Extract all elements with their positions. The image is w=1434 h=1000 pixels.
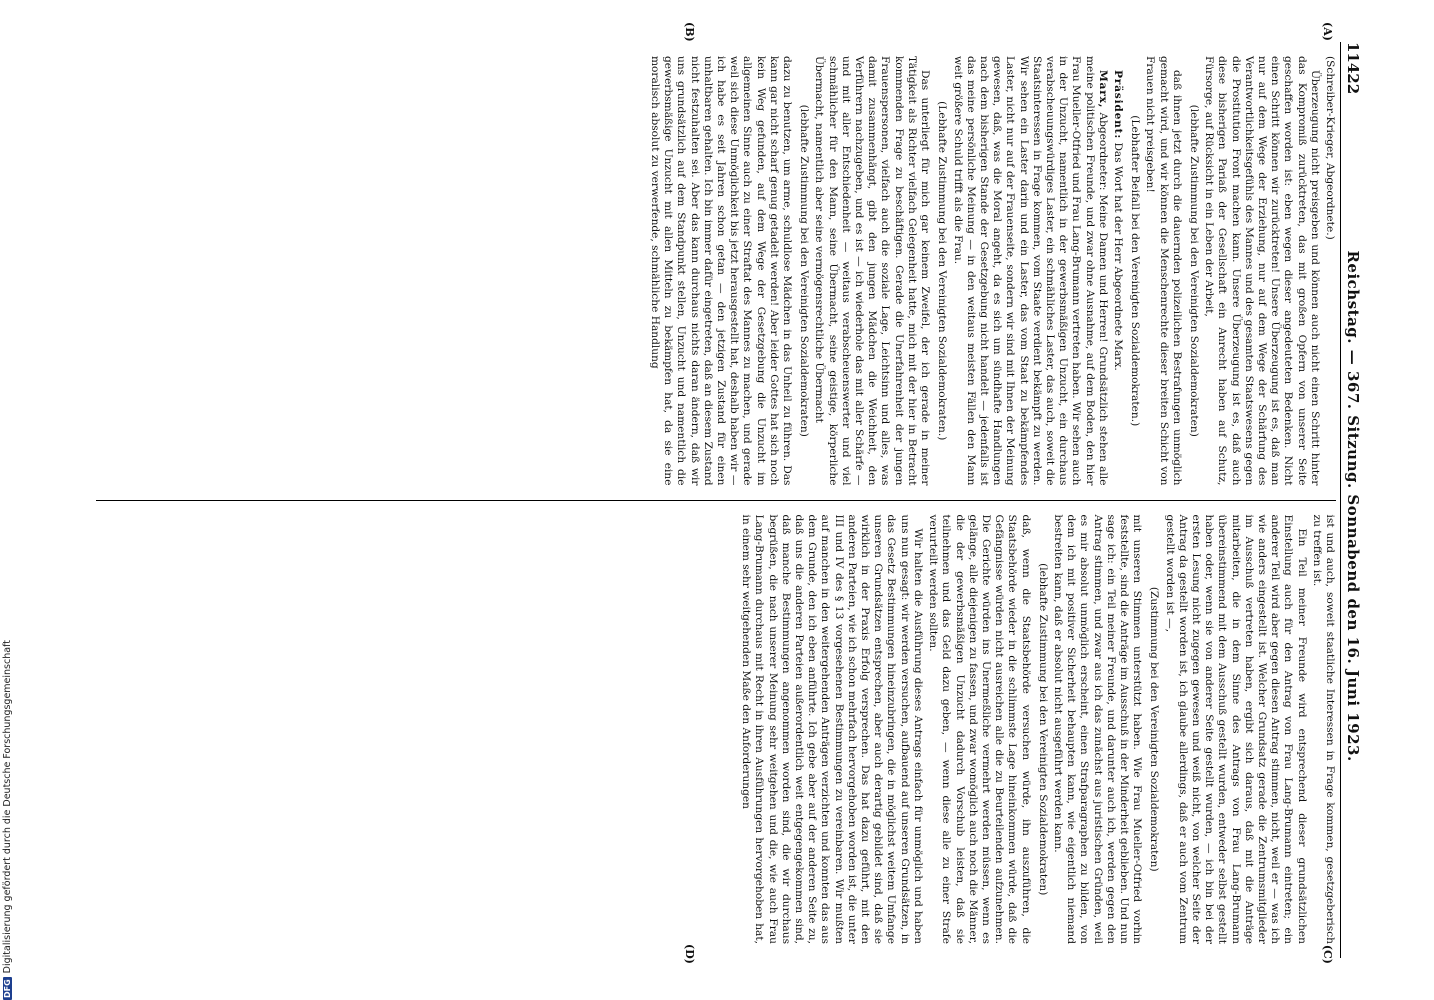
marker-d: (D) — [683, 944, 696, 964]
left-column — [96, 22, 1336, 500]
speaker-name: Präsident: — [1111, 70, 1124, 140]
page-title: Reichstag. — 367. Sitzung. Sonnabend den 16. Juni 1923. — [1344, 250, 1362, 762]
funding-notice — [2, 640, 13, 1000]
reaction-note: (Lebhafte Zustimmung bei den Vereinigten Sozialdemokraten.) — [936, 101, 949, 441]
text-paragraph: Wir halten die Ausführung dieses Antrags einfach für unmöglich und haben uns nun gesagt: wir werden versuchen, aufbauend auf unseren Grundsätzen, in das Gesetz Bestimmungen hineinzubringen, die in möglichst weitem Umfange unseren Grundsätzen entsprechen, aber auch derartig gebildet sind, daß sie wirklich in der Praxis Erfolg versprechen. Das hat dazu geführt, mit den anderen Parteien, wie ich schon mehrfach hervorgehoben worden ist, die unter III und IV des § 13 vorgesehenen Bestimmungen zu vereinbaren. Wir mußten auf manchen in den weitergehenden Anträgen verzichten und konnten das aus dem Grunde, den ich eben anführte. Ich gebe aber auf der anderen Seite zu, daß uns die anderen Parteien außerordentlich weit entgegengekommen sind, daß manche Bestimmungen angenommen worden sind, die wir durchaus begrüßen, die nach unserer Meinung sehr weitgehen und die, wie auch Frau Lang-Brumann durchaus mit Recht in ihren Ausführungen hervorgehoben hat, in einem sehr weitgehenden Maße den Anforderungen — [740, 514, 924, 944]
columns — [96, 22, 1336, 964]
speech-text: Das Wort hat der Herr Abgeordnete Marx. — [1111, 142, 1124, 371]
sidebar — [0, 0, 18, 1000]
speech-text: Abgeordneter: Meine Damen und Herren! Grundsätzlich stehen alle meine politischen Freunde, und zwar ohne Ausnahme, auf dem Boden, den hier Frau Mueller-Otfried und Frau Lang-Brumann vertreten haben. Wir sehen auch in der Unzucht, namentlich in der gewerbsmäßigen Unzucht, ein durchaus verabscheuungswürdiges Laster, ein schmähliches Laster, das auch, soweit die Staatsinteressen in Frage kommen, vom Staate verdient bekämpft zu werden. Wir sehen ein Laster darin und ein Laster, das vom Staat zu bekämpfendes Laster, nicht nur auf der Frauenseite, sondern wir sind mit Ihnen der Meinung gewesen, daß, was die Moral angeht, da es sich um sündhafte Handlungen nach dem bisherigen Stande der Gesetzgebung nicht handelt — jedenfalls ist das meine persönliche Meinung — in den weitaus meisten Fällen den Mann weit größere Schuld trifft als die Frau. — [951, 56, 1109, 486]
document-page — [60, 20, 1380, 980]
reaction-note: (Lebhafter Beifall bei den Vereinigten Sozialdemokraten.) — [1129, 115, 1142, 427]
reaction-note: (Zustimmung bei den Vereinigten Sozialdemokraten) — [1148, 586, 1161, 872]
page-number: 11422 — [1344, 42, 1362, 95]
marker-a: (A) — [1321, 22, 1334, 41]
page-header — [1340, 42, 1362, 958]
speech-paragraph — [1111, 56, 1124, 486]
marker-c: (C) — [1321, 944, 1334, 964]
reaction-note: (lebhafte Zustimmung bei den Vereinigten Sozialdemokraten) — [1187, 104, 1200, 437]
funding-notice-text: Digitalisierung gefördert durch die Deutsche Forschungsgemeinschaft — [2, 640, 13, 974]
text-paragraph: (Schreiber-Krieger, Abgeordnete.) — [1324, 56, 1336, 240]
reaction-note: (lebhafte Zustimmung bei den Vereinigten Sozialdemokraten) — [798, 104, 811, 437]
marker-b: (B) — [683, 22, 696, 42]
text-paragraph: ist und auch, soweit staatliche Interessen in Frage kommen, gesetzgeberisch zu treffen ist. — [1310, 514, 1336, 944]
text-paragraph: daß ihnen jetzt durch die dauernden polizeilichen Bestrafungen unmöglich gemacht wird, und wir können die Menschenrechte dieser breiten Schicht von Frauen nicht preisgeben! — [1144, 56, 1183, 486]
text-paragraph: Das unterliegt für mich gar keinem Zweifel, der ich gerade in meiner Tätigkeit als Richter vielfach Gelegenheit hatte, mich mit der hier in Betracht kommenden Frage zu beschäftigen. Gerade die Unerfahrenheit der jungen Frauenspersonen, vielfach auch die soziale Lage, Leichtsinn und alles, was damit zusammenhängt, gibt den jungen Mädchen die Weichheit, den Verführern nachzugeben, und es ist — ich wiederhole das mit aller Schärfe — und mit aller Entschiedenheit — weitaus verabscheuenswerter und viel schmählicher für den Mann, seine Übermacht, seine geistige, körperliche Übermacht, namentlich aber seine vermögensrechtliche Übermacht — [813, 56, 932, 486]
right-column — [96, 500, 1336, 964]
text-paragraph: mit unseren Stimmen unterstützt haben. Wie Frau Mueller-Otfried vorhin feststellte, sind die Anträge im Ausschuß in der Minderheit geblieben. Und nun sage ich: ein Teil meiner Freunde, und darunter auch ich, werden gegen den Antrag stimmen, und zwar aus ich das zunächst aus juristischen Gründen, weil es mir absolut unmöglich erscheint, einen Strafparagraphen zu bilden, von dem ich mit positiver Sicherheit behaupten kann, wie eigentlich niemand bestreiten kann, daß er absolut nicht ausgeführt werden kann. — [1051, 514, 1144, 944]
dfg-logo: DFG — [3, 979, 12, 998]
speaker-name: Marx, — [1096, 70, 1109, 109]
text-paragraph: daß, wenn die Staatsbehörde versuchen würde, ihn auszuführen, die Staatsbehörde wieder in die schlimmste Lage hineinkommen würde, daß die Gefängnisse würden nicht ausreichen alle die zu Beurteilenden aufzunehmen. Die Gerichte würden ins Unermeßliche vermehrt werden müssen, wenn es gelänge, alle diejenigen zu fassen, und zwar womöglich auch noch die Männer, die der gewerbsmäßigen Unzucht dadurch Vorschub leisten, daß sie teilnehmen und das Geld dazu geben, — wenn diese alle zu einer Strafe verurteilt werden sollten. — [927, 514, 1032, 944]
text-paragraph: Ein Teil meiner Freunde wird entsprechend dieser grundsätzlichen Einstellung auch für den Antrag von Frau Lang-Brumann eintreten; ein anderer Teil wird aber gegen diesen Antrag stimmen, nicht, weil er — was ich wie anders eingestellt ist. Welcher Grundsatz gerade die Zentrumsmitglieder im Ausschuß vertreten haben, ergibt sich daraus, daß mit die Anträge mitarbeiten, die in dem Sinne des Antrags von Frau Lang-Brumann übereinstimmend mit dem Ausschuß gestellt wurden, entweder selbst gestellt haben oder, wenn sie von anderer Seite gestellt wurden, — ich bin bei der ersten Lesung nicht zugegen gewesen und weiß nicht, von welcher Seite der Antrag da gestellt worden ist, ich glaube allerdings, daß er auch vom Zentrum gestellt worden ist —, — [1163, 514, 1308, 944]
text-paragraph: dazu zu benutzen, um arme, schuldlose Mädchen in das Unheil zu führen. Das kann gar nicht scharf genug getadelt werden! Aber leider Gottes hat sich noch kein Weg gefunden, auf dem Wege der Gesetzgebung die Unzucht im allgemeinen Sinne auch zu einer Straftat des Mannes zu machen, und gerade weil sich diese Unmöglichkeit bis jetzt herausgestellt hat, deshalb haben wir — ich habe es seit Jahren schon getan — den jetzigen Zustand für einen unhaltbaren gehalten. Ich bin immer dafür eingetreten, daß an diesem Zustand nicht festzuhalten sei. Aber das kann durchaus nichts daran ändern, daß wir uns grundsätzlich auf dem Standpunkt stellen, Unzucht und namentlich die gewerbsmäßige Unzucht mit allen Mitteln zu bekämpfen hat, da sie eine moralisch absolut zu verwerfende, schmähliche Handlung — [649, 56, 794, 486]
reaction-note: (lebhafte Zustimmung bei den Vereinigten Sozialdemokraten) — [1036, 563, 1049, 896]
page-wrap — [20, 0, 1430, 1000]
speech-paragraph — [950, 56, 1108, 486]
text-paragraph: Überzeugung nicht preisgeben und können auch nicht einen Schritt hinter das Kompromiß zurücktreten, das mit großen Opfern von unserer Seite geschaffen worden ist: eben wegen dieser angedeuteten Bedenken. Nicht einen Schritt können wir zurücktreten! Unsere Überzeugung ist es, daß man nur auf dem Wege der Erziehung, nur auf dem Wege der Schärfung des Verantwortlichkeitsgefühls des Mannes und des gesamten Staatswesens gegen die Prostitution Front machen kann. Unsere Überzeugung ist es, daß auch diese bisherigen Pariaß der Gesellschaft ein Anrecht haben auf Schutz, Fürsorge, auf Rücksicht in ein Leben der Arbeit, — [1203, 56, 1321, 486]
